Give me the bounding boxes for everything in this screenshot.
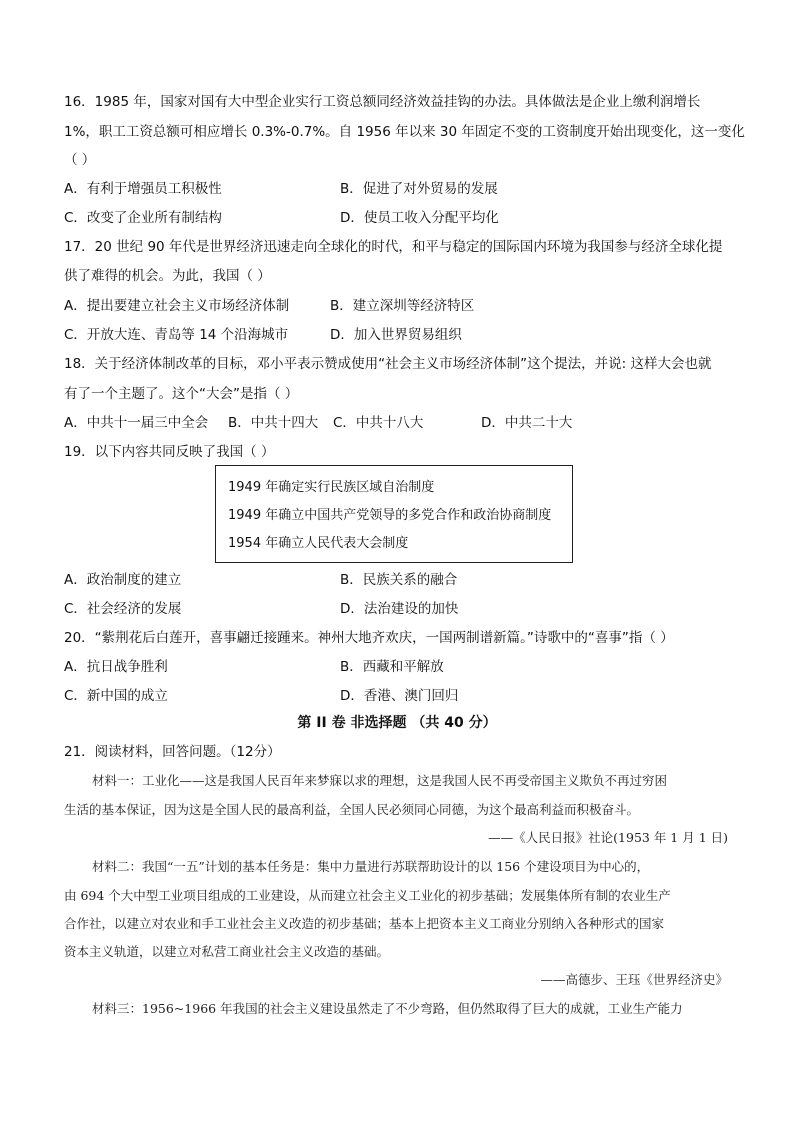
q16-option-d: D．使员工收入分配平均化	[340, 210, 499, 226]
q20-line-1: 20．“紫荆花后白莲开，喜事翩迁接踵来。神州大地齐欢庆，一国两制谱新篇。”诗歌中的“喜事”指（ ）	[64, 630, 674, 646]
q17-option-c: C．开放大连、青岛等 14 个沿海城市	[64, 327, 289, 343]
q17-line-2: 供了难得的机会。为此，我国（ ）	[64, 268, 271, 284]
q19-option-d: D．法治建设的加快	[340, 601, 459, 617]
q21-material-2-source: ——高德步、王珏《世界经济史》	[540, 972, 728, 987]
q21-prompt: 21．阅读材料，回答问题。（12分）	[64, 744, 281, 760]
q16-option-a: A．有利于增强员工积极性	[64, 181, 222, 197]
q19-box-item-2: 1949 年确立中国共产党领导的多党合作和政治协商制度	[228, 508, 552, 523]
q21-material-1-source: ——《人民日报》社论(1953 年 1 月 1 日)	[488, 830, 728, 845]
q21-material-2-line-1: 材料二：我国“一五”计划的基本任务是：集中力量进行苏联帮助设计的以 156 个建设项目为中心的，	[92, 859, 650, 874]
q21-material-2-line-2: 由 694 个大中型工业项目组成的工业建设，从而建立社会主义工业化的初步基础；发展集体所有制的农业生产	[64, 888, 671, 903]
q20-option-a: A．抗日战争胜利	[64, 659, 168, 675]
q17-option-a: A．提出要建立社会主义市场经济体制	[64, 298, 290, 314]
q16-line-1: 16．1985 年，国家对国有大中型企业实行工资总额同经济效益挂钩的办法。具体做法是企业上缴利润增长	[64, 94, 701, 110]
q18-option-c: C．中共十八大	[333, 415, 424, 431]
q18-option-b: B．中共十四大	[228, 415, 319, 431]
q21-material-1-line-2: 生活的基本保证，因为这是全国人民的最高利益，全国人民必须同心同德，为这个最高利益而积极奋斗。	[64, 802, 640, 817]
q17-option-b: B．建立深圳等经济特区	[330, 298, 475, 314]
q16-line-3: （ ）	[64, 152, 96, 168]
q21-material-2-line-3: 合作社，以建立对农业和手工业社会主义改造的初步基础；基本上把资本主义工商业分别纳入各种形式的国家	[64, 916, 665, 931]
q16-option-c: C．改变了企业所有制结构	[64, 210, 222, 226]
section-2-title: 第 II 卷 非选择题 （共 40 分）	[297, 715, 497, 731]
q18-line-1: 18．关于经济体制改革的目标，邓小平表示赞成使用“社会主义市场经济体制”这个提法，并说: 这样大会也就	[64, 356, 712, 372]
q19-box-item-1: 1949 年确定实行民族区域自治制度	[228, 480, 435, 495]
q19-box-item-3: 1954 年确立人民代表大会制度	[228, 536, 409, 551]
q21-material-1-line-1: 材料一：工业化——这是我国人民百年来梦寐以求的理想，这是我国人民不再受帝国主义欺负不再过穷困	[92, 773, 668, 788]
q16-option-b: B．促进了对外贸易的发展	[340, 181, 498, 197]
q17-line-1: 17．20 世纪 90 年代是世界经济迅速走向全球化的时代，和平与稳定的国际国内环境为我国参与经济全球化提	[64, 239, 723, 255]
q16-line-2: 1%，职工工资总额可相应增长 0.3%-0.7%。自 1956 年以来 30 年固定不变的工资制度开始出现变化，这一变化	[64, 124, 745, 140]
q21-material-2-line-4: 资本主义轨道，以建立对私营工商业社会主义改造的基础。	[64, 944, 390, 959]
q18-option-a: A．中共十一届三中全会	[64, 415, 209, 431]
q19-option-c: C．社会经济的发展	[64, 601, 182, 617]
q19-material-box	[215, 465, 573, 563]
q17-option-d: D．加入世界贸易组织	[330, 327, 462, 343]
q19-line-1: 19．以下内容共同反映了我国（ ）	[64, 444, 275, 460]
q20-option-d: D．香港、澳门回归	[340, 688, 459, 704]
q19-option-b: B．民族关系的融合	[340, 572, 458, 588]
q18-option-d: D．中共二十大	[481, 415, 573, 431]
q20-option-c: C．新中国的成立	[64, 688, 168, 704]
q18-line-2: 有了一个主题了。这个“大会”是指（ ）	[64, 386, 299, 402]
q19-option-a: A．政治制度的建立	[64, 572, 182, 588]
q21-material-3-line-1: 材料三：1956~1966 年我国的社会主义建设虽然走了不少弯路，但仍然取得了巨大的成就，工业生产能力	[92, 1001, 683, 1016]
q20-option-b: B．西藏和平解放	[340, 659, 444, 675]
